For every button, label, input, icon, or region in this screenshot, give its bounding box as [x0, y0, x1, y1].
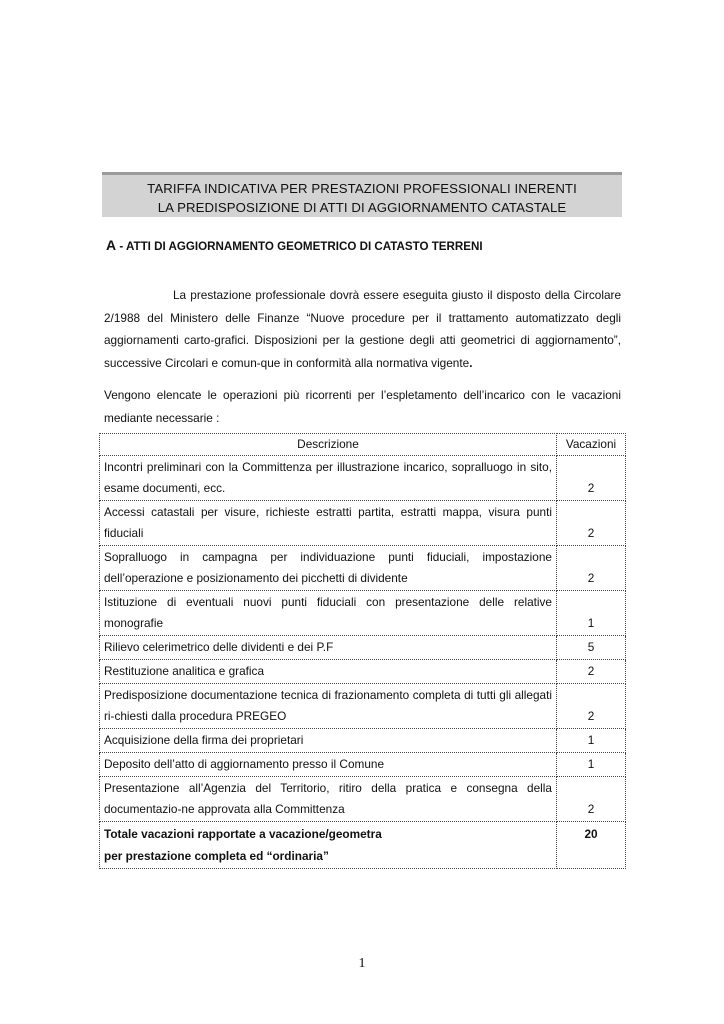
section-letter: A [106, 237, 117, 253]
operation-description: Presentazione all’Agenzia del Territorio, ritiro della pratica e consegna della documentazio-ne approvata alla Committenza [100, 777, 557, 822]
operation-description: Predisposizione documentazione tecnica di frazionamento completa di tutti gli allegati ri-chiesti dalla procedura PREGEO [100, 684, 557, 729]
section-title: - ATTI DI AGGIORNAMENTO GEOMETRICO DI CATASTO TERRENI [116, 240, 483, 253]
total-line-2: per prestazione completa ed “ordinaria” [104, 849, 329, 863]
table-row [100, 729, 626, 753]
table-row [100, 591, 626, 636]
operation-vacazioni: 1 [557, 729, 626, 753]
total-line-1: Totale vacazioni rapportate a vacazione/geometra [104, 827, 382, 841]
total-description [100, 822, 557, 869]
title-line-1: TARIFFA INDICATIVA PER PRESTAZIONI PROFESSIONALI INERENTI [147, 181, 577, 196]
operation-description: Rilievo celerimetrico delle dividenti e dei P.F [100, 636, 557, 660]
operation-description: Deposito dell’atto di aggiornamento presso il Comune [100, 753, 557, 777]
operation-vacazioni: 2 [557, 501, 626, 546]
operation-vacazioni: 2 [557, 660, 626, 684]
table-row [100, 501, 626, 546]
operation-description: Restituzione analitica e grafica [100, 660, 557, 684]
operation-vacazioni: 5 [557, 636, 626, 660]
operation-vacazioni: 2 [557, 777, 626, 822]
operations-table [99, 433, 626, 869]
operation-description: Incontri preliminari con la Committenza per illustrazione incarico, sopralluogo in sito, esame documenti, ecc. [100, 456, 557, 501]
table-header-row [100, 434, 626, 456]
table-row [100, 546, 626, 591]
intro-paragraph-text: La prestazione professionale dovrà essere eseguita giusto il disposto della Circolare 2/1988 del Ministero delle Finanze “Nuove procedure per il trattamento automatizzato degli aggiornamenti carto-grafici. Disposizioni per la gestione degli atti geometrici di aggiornamento”, successive Circolari e comun-que in conformità alla normativa vigente [104, 288, 621, 370]
operation-description: Accessi catastali per visure, richieste estratti partita, estratti mappa, visura punti fiduciali [100, 501, 557, 546]
operation-description: Acquisizione della firma dei proprietari [100, 729, 557, 753]
total-vacazioni: 20 [557, 822, 626, 869]
intro-paragraph [104, 284, 621, 374]
operation-vacazioni: 2 [557, 456, 626, 501]
table-row [100, 660, 626, 684]
operation-vacazioni: 1 [557, 753, 626, 777]
total-row [100, 822, 626, 869]
operation-description: Sopralluogo in campagna per individuazione punti fiduciali, impostazione dell’operazione e posizionamento dei picchetti di dividente [100, 546, 557, 591]
table-row [100, 753, 626, 777]
section-heading [106, 237, 483, 253]
table-row [100, 684, 626, 729]
operation-vacazioni: 1 [557, 591, 626, 636]
page-number: 1 [358, 956, 366, 971]
table-row [100, 777, 626, 822]
header-vacazioni: Vacazioni [557, 434, 626, 456]
operations-intro: Vengono elencate le operazioni più ricorrenti per l’espletamento dell’incarico con le vacazioni mediante necessarie : [104, 388, 621, 425]
operation-description: Istituzione di eventuali nuovi punti fiduciali con presentazione delle relative monografie [100, 591, 557, 636]
header-description: Descrizione [100, 434, 557, 456]
table-row [100, 636, 626, 660]
title-line-2: LA PREDISPOSIZIONE DI ATTI DI AGGIORNAMENTO CATASTALE [157, 200, 567, 215]
operation-vacazioni: 2 [557, 546, 626, 591]
operation-vacazioni: 2 [557, 684, 626, 729]
table-row [100, 456, 626, 501]
document-title [102, 172, 622, 217]
table-body [100, 456, 626, 869]
intro-paragraph-end: . [469, 355, 473, 370]
